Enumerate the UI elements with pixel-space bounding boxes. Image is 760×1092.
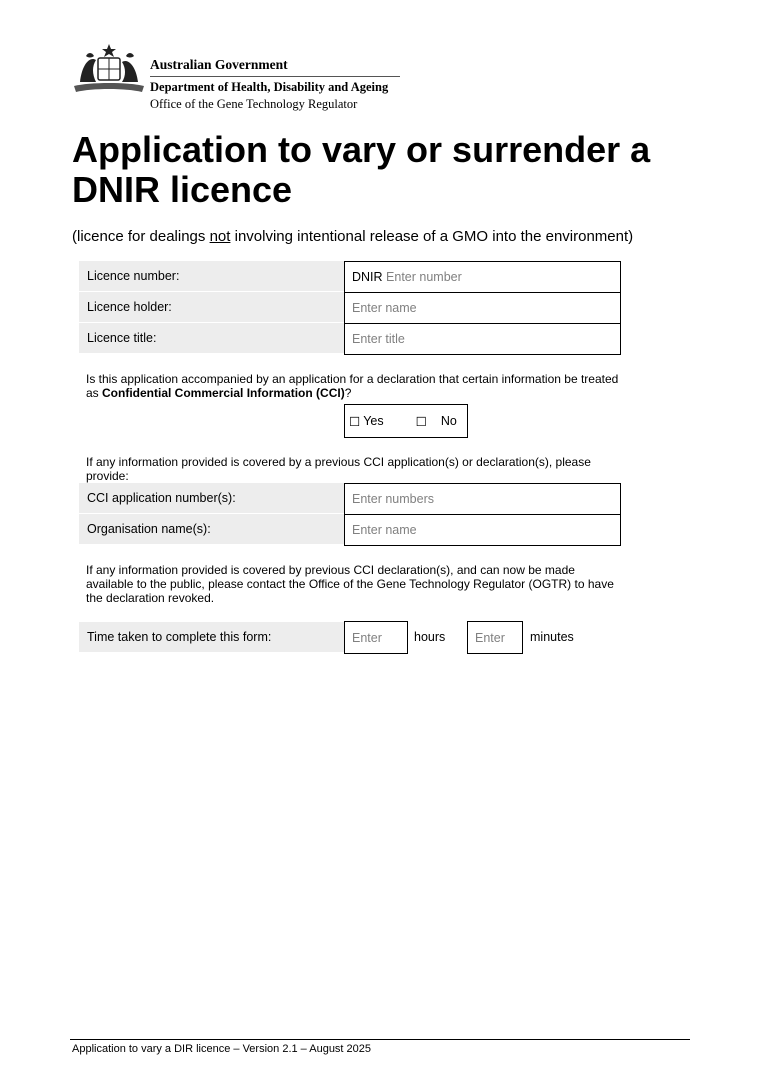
cci-app-number-placeholder: Enter numbers [352,492,434,506]
licence-title-field[interactable] [344,323,621,355]
footer-divider [70,1039,690,1040]
yes-checkbox[interactable]: ☐ [349,414,361,429]
licence-number-label: Licence number: [79,261,345,292]
organisation-placeholder: Enter name [352,523,417,537]
minutes-field[interactable] [467,621,523,654]
footer-text: Application to vary a DIR licence – Version 2.1 – August 2025 [72,1043,372,1055]
coat-of-arms-logo [70,42,148,98]
licence-number-field[interactable] [344,261,621,293]
previous-cci-intro: If any information provided is covered by a previous CCI application(s) or declaration(s), please provide: [86,455,591,483]
cci-app-number-field[interactable] [344,483,621,515]
time-taken-label: Time taken to complete this form: [79,622,345,653]
department-name: Department of Health, Disability and Ageing [150,80,389,94]
yes-label: Yes [363,414,384,428]
licence-number-placeholder: Enter number [386,270,462,284]
government-name: Australian Government [150,57,288,72]
office-name: Office of the Gene Technology Regulator [150,97,358,111]
organisation-field[interactable] [344,514,621,546]
minutes-placeholder: Enter [475,630,505,645]
page-subtitle: (licence for dealings not involving intentional release of a GMO into the environment) [72,228,634,245]
hours-field[interactable] [344,621,408,654]
minutes-unit: minutes [530,630,574,644]
licence-holder-label: Licence holder: [79,292,345,323]
hours-unit: hours [414,630,446,644]
no-label: No [440,414,457,428]
emphasis-not: not [209,228,231,245]
cci-term: Confidential Commercial Information (CCI) [102,386,345,400]
page-title: Application to vary or surrender a DNIR licence [72,129,651,210]
header-divider [150,76,400,77]
no-checkbox[interactable]: ☐ [415,414,427,429]
hours-placeholder: Enter [352,630,382,645]
licence-holder-placeholder: Enter name [352,301,417,315]
licence-holder-field[interactable] [344,292,621,324]
licence-title-label: Licence title: [79,323,345,354]
licence-number-prefix: DNIR [352,270,383,284]
cci-question: Is this application accompanied by an application for a declaration that certain information be treated as Confidential Commercial Information (CCI)? [86,372,619,400]
cci-app-number-label: CCI application number(s): [79,483,345,514]
licence-title-placeholder: Enter title [352,332,405,346]
organisation-label: Organisation name(s): [79,514,345,545]
cci-choice-group [344,404,468,438]
revoke-note: If any information provided is covered by previous CCI declaration(s), and can now be made available to the public, please contact the Office of the Gene Technology Regulator (OGTR) to have the declaration revoked. [86,563,614,605]
